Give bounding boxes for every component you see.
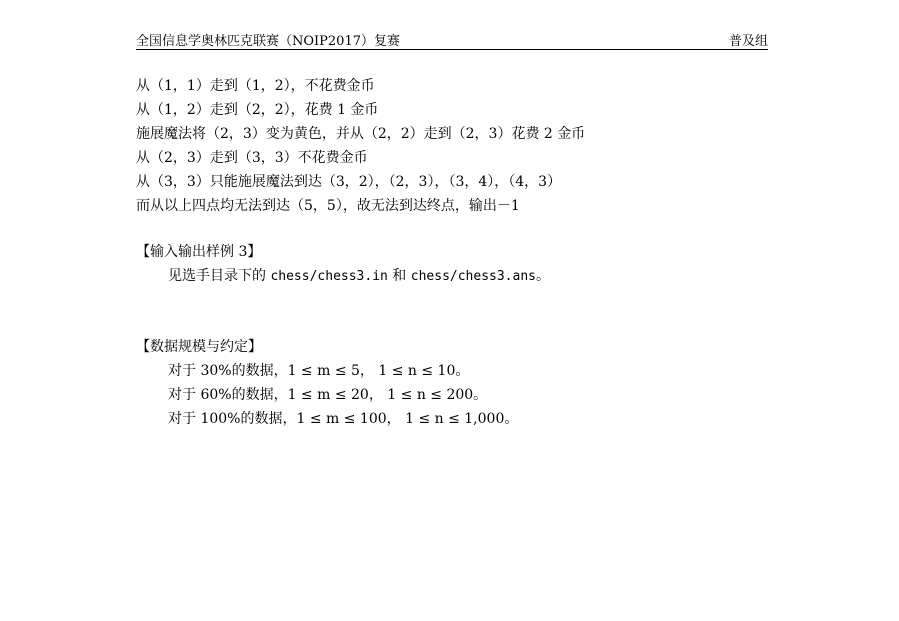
sample3-text — [168, 267, 550, 286]
constraint-line: 对于 100%的数据，1 ≤ m ≤ 100， 1 ≤ n ≤ 1,000。 — [168, 411, 519, 427]
explanation-line: 而从以上四点均无法到达（5，5），故无法到达终点，输出－1 — [136, 198, 520, 214]
page-header — [136, 29, 768, 50]
sample3-heading: 【输入输出样例 3】 — [136, 244, 262, 260]
constraints-heading: 【数据规模与约定】 — [136, 339, 262, 355]
sample3-input-file: chess/chess3.in — [270, 269, 388, 284]
explanation-line: 从（1，2）走到（2，2），花费 1 金币 — [136, 102, 379, 118]
explanation-line: 从（3，3）只能施展魔法到达（3，2），（2，3），（3，4），（4，3） — [136, 174, 562, 190]
header-group-label: 普及组 — [728, 34, 768, 49]
sample3-answer-file: chess/chess3.ans — [410, 269, 536, 284]
sample3-text-middle: 和 — [387, 268, 411, 284]
sample3-text-before: 见选手目录下的 — [168, 268, 271, 284]
explanation-line: 施展魔法将（2，3）变为黄色，并从（2，2）走到（2，3）花费 2 金币 — [136, 126, 586, 142]
explanation-line: 从（1，1）走到（1，2），不花费金币 — [136, 78, 375, 94]
constraint-line: 对于 60%的数据，1 ≤ m ≤ 20， 1 ≤ n ≤ 200。 — [168, 387, 488, 403]
header-title: 全国信息学奥林匹克联赛（NOIP2017）复赛 — [136, 34, 400, 49]
explanation-line: 从（2，3）走到（3，3）不花费金币 — [136, 150, 368, 166]
constraint-line: 对于 30%的数据，1 ≤ m ≤ 5， 1 ≤ n ≤ 10。 — [168, 363, 470, 379]
sample3-text-after: 。 — [536, 268, 550, 284]
